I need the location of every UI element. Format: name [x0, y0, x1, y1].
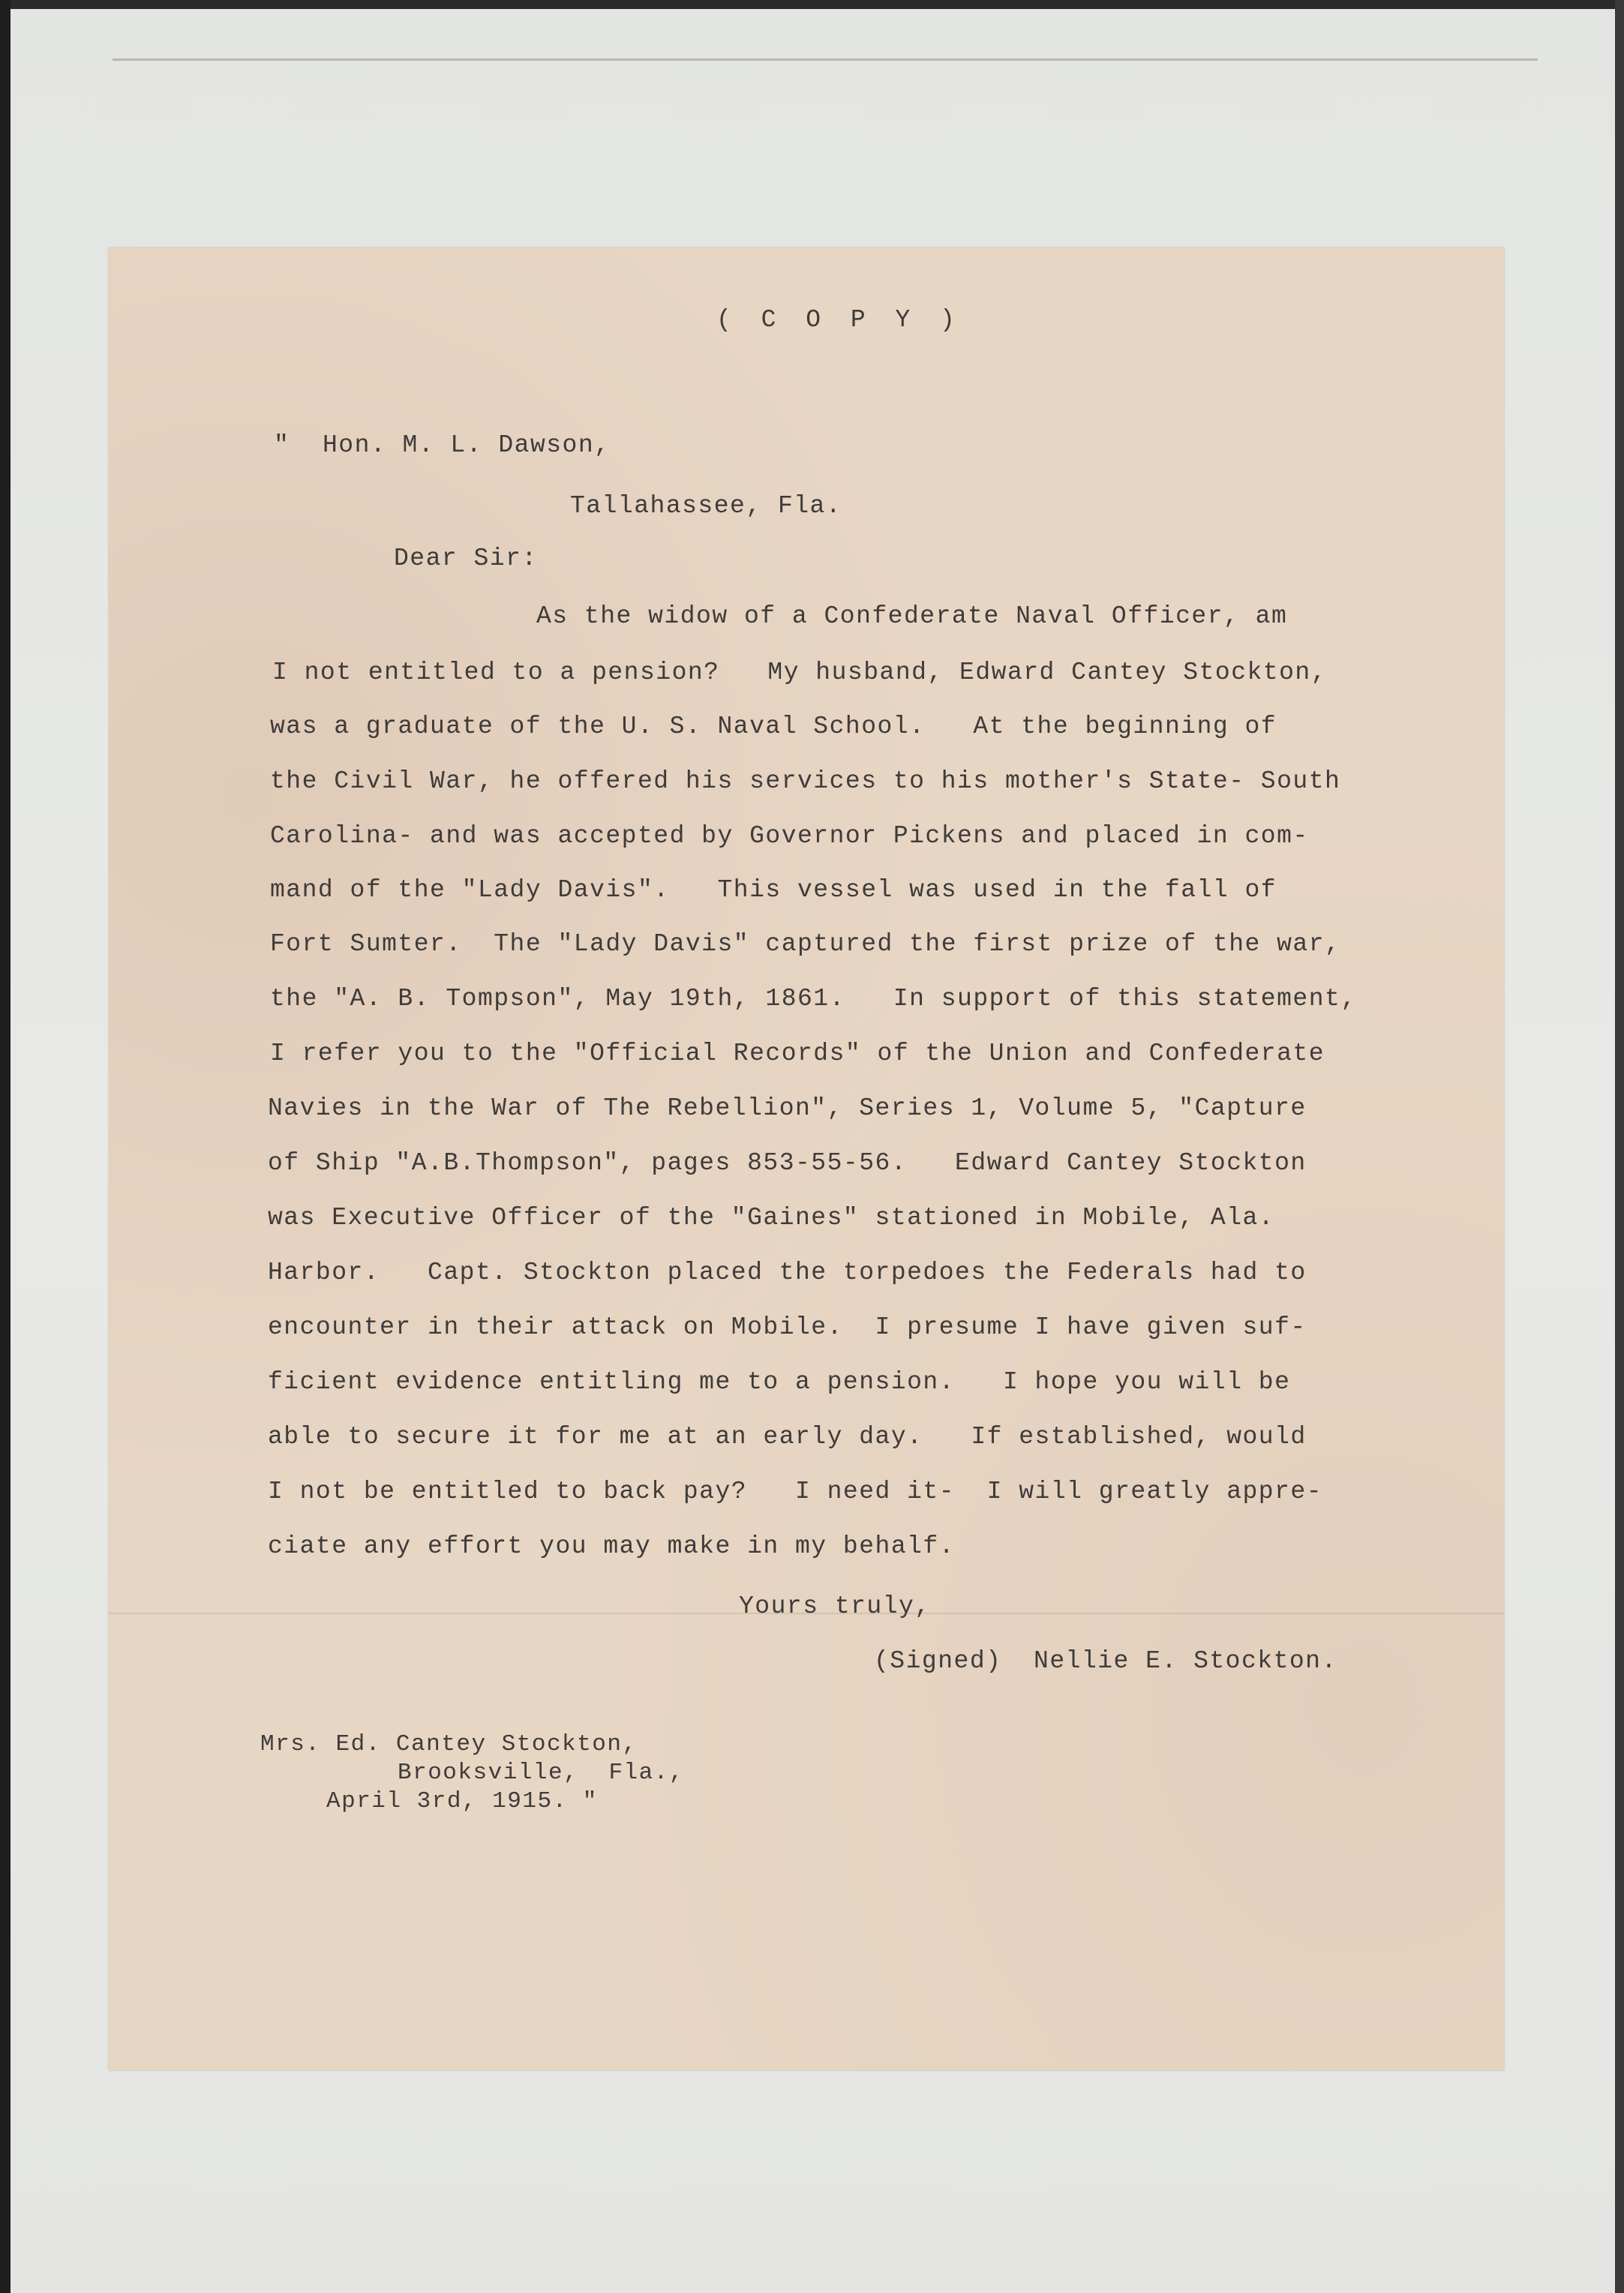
body-line: ciate any effort you may make in my behalf.: [268, 1532, 956, 1560]
body-line: Navies in the War of The Rebellion", Series 1, Volume 5, "Capture: [268, 1094, 1307, 1122]
addressee-name: Hon. M. L. Dawson,: [323, 431, 611, 459]
body-line: Harbor. Capt. Stockton placed the torpedoes the Federals had to: [268, 1259, 1307, 1286]
body-line: able to secure it for me at an early day. If established, would: [268, 1423, 1307, 1451]
body-line: Fort Sumter. The "Lady Davis" captured the first prize of the war,: [270, 930, 1341, 958]
body-line: ficient evidence entitling me to a pension. I hope you will be: [268, 1368, 1291, 1396]
sender-city: Brooksville, Fla.,: [398, 1760, 684, 1786]
body-line: was a graduate of the U. S. Naval School. At the beginning of: [270, 713, 1277, 740]
body-line: encounter in their attack on Mobile. I presume I have given suf-: [268, 1313, 1307, 1341]
body-line: was Executive Officer of the "Gaines" stationed in Mobile, Ala.: [268, 1204, 1275, 1232]
letter-paper: [109, 248, 1504, 2070]
body-line: I not entitled to a pension? My husband, Edward Cantey Stockton,: [272, 659, 1328, 686]
body-line: of Ship "A.B.Thompson", pages 853-55-56. Edward Cantey Stockton: [268, 1149, 1307, 1177]
body-line: the Civil War, he offered his services to his mother's State- South: [270, 767, 1341, 795]
closing: Yours truly,: [739, 1592, 931, 1620]
body-line: Carolina- and was accepted by Governor Pickens and placed in com-: [270, 822, 1309, 850]
body-line: As the widow of a Confederate Naval Officer, am: [536, 602, 1288, 630]
body-line: I not be entitled to back pay? I need it- I will greatly appre-: [268, 1478, 1323, 1505]
sender-name: Mrs. Ed. Cantey Stockton,: [260, 1731, 638, 1757]
opening-quote-mark: ": [274, 431, 290, 459]
scanner-top-edge: [0, 0, 1624, 9]
scanner-right-edge: [1615, 0, 1624, 2293]
body-line: I refer you to the "Official Records" of the Union and Confederate: [270, 1040, 1325, 1067]
copy-header: ( C O P Y ): [716, 306, 962, 334]
scanner-guide-line: [113, 59, 1538, 61]
body-line: the "A. B. Tompson", May 19th, 1861. In support of this statement,: [270, 985, 1357, 1013]
body-line: mand of the "Lady Davis". This vessel was used in the fall of: [270, 876, 1277, 904]
signature: (Signed) Nellie E. Stockton.: [874, 1647, 1337, 1675]
addressee-city: Tallahassee, Fla.: [570, 492, 842, 520]
letter-date: April 3rd, 1915. ": [326, 1788, 598, 1814]
scanner-left-edge: [0, 0, 11, 2293]
greeting: Dear Sir:: [394, 545, 538, 572]
